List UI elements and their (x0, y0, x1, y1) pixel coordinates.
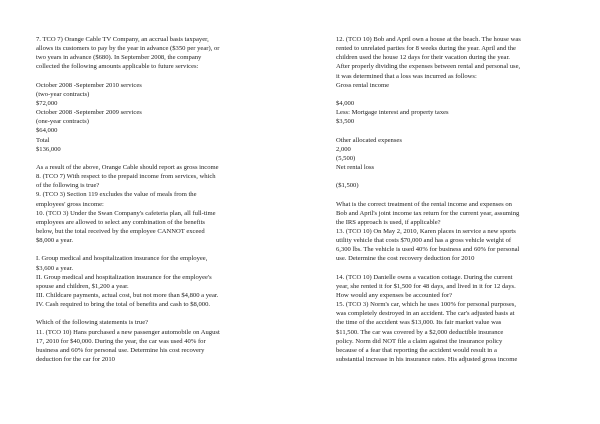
left-text-line: 11. (TCO 10) Hans purchased a new passenger automobile on August (36, 328, 220, 336)
left-text-line: collected the following amounts applicable to future services: (36, 63, 199, 71)
right-text-line: $4,000 (336, 99, 355, 107)
left-text-line: $8,000 a year. (36, 237, 73, 245)
left-text-line: employees are allowed to select any combination of the benefits (36, 218, 205, 226)
left-text-line: $72,000 (36, 99, 58, 107)
right-text-line: year, she rented it for $1,500 for 48 days, and lived in it for 12 days. (336, 282, 516, 290)
right-text-line: Bob and April's joint income tax return for the current year, assuming (336, 209, 520, 217)
right-blank-line (336, 190, 586, 199)
right-blank-line (336, 126, 586, 135)
right-blank-line (336, 172, 586, 181)
right-blank-line (336, 264, 586, 273)
left-text-line: spouse and children, $1,200 a year. (36, 282, 129, 290)
right-text-line: What is the correct treatment of the rental income and expenses on (336, 200, 512, 208)
left-text-line: October 2008 -September 2009 services (36, 109, 142, 117)
right-text-line: Gross rental income (336, 81, 390, 89)
right-text-line: 6,300 lbs. The vehicle is used 40% for business and 60% for personal (336, 246, 520, 254)
left-text-line: below, but the total received by the employee CANNOT exceed (36, 227, 205, 235)
left-text-line: (one-year contracts) (36, 118, 89, 126)
right-text-line: the time of the accident was $13,000. Its fair market value was (336, 319, 502, 327)
right-text-line: utility vehicle that costs $70,000 and has a gross vehicle weight of (336, 237, 512, 245)
right-text-line: $11,500. The car was covered by a $2,000 deductible insurance (336, 328, 504, 336)
left-text-line: two years in advance ($680). In September 2008, the company (36, 54, 202, 62)
right-text-line: (5,500) (336, 154, 356, 162)
right-text-line: it was determined that a loss was incurred as follows: (336, 72, 477, 80)
right-text-line: because of a fear that reporting the accident would result in a (336, 346, 497, 354)
left-text-line: employees' gross income: (36, 200, 104, 208)
left-text-line: of the following is true? (36, 182, 100, 190)
right-text-line: Less: Mortgage interest and property taxes (336, 109, 449, 117)
left-blank-line (36, 245, 286, 254)
left-text-line: 17, 2010 for $40,000. During the year, the car was used 40% for (36, 337, 206, 345)
left-text-line: I. Group medical and hospitalization insurance for the employee, (36, 255, 208, 263)
left-text-line: allows its customers to pay by the year in advance ($350 per year), or (36, 45, 220, 53)
left-text-line: $64,000 (36, 127, 58, 135)
right-text-line: ($1,500) (336, 182, 359, 190)
left-text-line: (two-year contracts) (36, 90, 90, 98)
left-text-line: deduction for the car for 2010 (36, 355, 115, 363)
left-blank-line (36, 154, 286, 163)
left-blank-line (36, 72, 286, 81)
right-text-line: Other allocated expenses (336, 136, 402, 144)
left-text-line: Total (36, 136, 50, 144)
right-text-line: substantial increase in his insurance rates. His adjusted gross income (336, 355, 518, 363)
left-text-line: October 2008 -September 2010 services (36, 81, 142, 89)
right-text-line: 15. (TCO 3) Norm's car, which he uses 100% for personal purposes, (336, 301, 517, 309)
left-text-line: 9. (TCO 3) Section 119 excludes the value of meals from the (36, 191, 197, 199)
left-text-line: $136,000 (36, 145, 61, 153)
right-blank-line (336, 90, 586, 99)
right-text-line: 12. (TCO 10) Bob and April own a house at the beach. The house was (336, 36, 521, 43)
left-text-line: III. Childcare payments, actual cost, but not more than $4,800 a year. (36, 291, 219, 299)
left-text-line: IV. Cash required to bring the total of benefits and cash to $8,000. (36, 301, 211, 309)
left-text-line: business and 60% for personal use. Determine his cost recovery (36, 346, 205, 354)
right-text-line: was completely destroyed in an accident. The car's adjusted basis at (336, 310, 515, 318)
right-text-line: Net rental loss (336, 163, 375, 171)
right-text-line: use. Determine the cost recovery deduction for 2010 (336, 255, 475, 263)
right-text-line: After properly dividing the expenses between rental and personal use, (336, 63, 521, 71)
left-text-line: As a result of the above, Orange Cable should report as gross income (36, 163, 219, 171)
right-text-line: $3,500 (336, 118, 355, 126)
right-text-line: 13. (TCO 10) On May 2, 2010, Karen places in service a new sports (336, 227, 516, 235)
left-text-line: 8. (TCO 7) With respect to the prepaid income from services, which (36, 173, 216, 181)
right-text-line: 2,000 (336, 145, 351, 153)
left-text-line: 7. TCO 7) Orange Cable TV Company, an accrual basis taxpayer, (36, 36, 209, 43)
left-text-line: II. Group medical and hospitalization insurance for the employee's (36, 273, 212, 281)
right-text-line: 14. (TCO 10) Danielle owns a vacation cottage. During the current (336, 273, 513, 281)
left-text-line: 10. (TCO 3) Under the Swan Company's cafeteria plan, all full-time (36, 209, 216, 217)
right-text-line: policy. Norm did NOT file a claim against the insurance policy (336, 337, 503, 345)
left-text-line: $3,600 a year. (36, 264, 73, 272)
right-text-column (336, 35, 586, 364)
right-text-line: children used the house 12 days for their vacation during the year. (336, 54, 510, 62)
right-text-line: How would any expenses be accounted for? (336, 291, 453, 299)
right-text-line: the IRS approach is used, if applicable? (336, 218, 441, 226)
left-text-column (36, 35, 286, 364)
right-text-line: rented to unrelated parties for 8 weeks during the year. April and the (336, 45, 516, 53)
left-text-line: Which of the following statements is true? (36, 319, 149, 327)
left-blank-line (36, 309, 286, 318)
